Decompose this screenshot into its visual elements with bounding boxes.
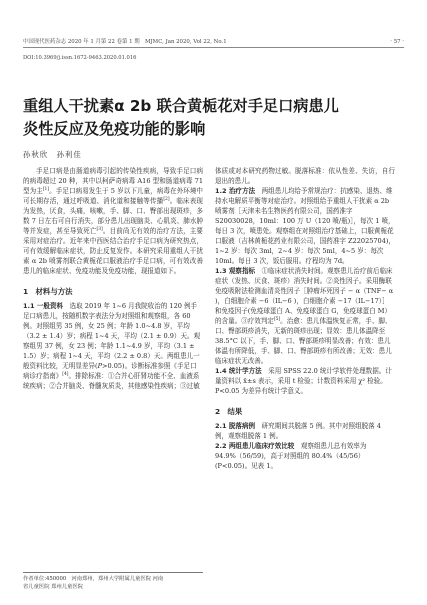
subsection-heading: 1.4 统计学方法 bbox=[215, 367, 262, 375]
right-column: 体质或对本研究药物过敏。脱落标准：依从性差、失访，自行退出的患儿。 1.2 治疗方法 两组患儿均给予常规治疗：抗感染、退热、维持水电解质平衡等对症治疗。对照组给予重组人干扰素 α 2b 喷雾剂［天津未名生物医药有限公司，国药准字 S20030028，10ml：100 万 U（120 喷/瓶)］，每次 1 喷，每日 3 次，喷患处。观察组在对照组治疗基础上，口服黄栀花口服液（吉林黄栀花药业有限公司，国药准字 Z22025704)，1~2 岁：每次 3ml，2~4 岁：每次 5ml，4~5 岁：每次 10ml。每日 3 次，饭后服用。疗程均为 7d。 1.3 观察指标 ①临床症状消失时间。观察患儿治疗前后临床症状（发热、厌食、斑疹）消失时间。②炎性因子。采用酶联免疫吸附法检测血清炎性因子［肿瘤坏死因子 − α（TNF− α )，白细胞介素 −6（IL−6 )，白细胞介素 −17（IL−17）］和免疫因子(免疫球蛋白 A、免疫球蛋白 G，免疫球蛋白 M）的含量。③疗效判定[5]。治愈：患儿体温恢复正常，手、脚、口、臀部斑疹消失，无新的斑疹出现；显效：患儿体温降至 38.5°C 以下，手、脚、口、臀部斑疹明显改善；有效：患儿体温有所降低，手、脚、口、臀部斑疹有所改善；无效：患儿临床症状无改善。 1.4 统计学方法 采用 SPSS 22.0 统计学软件处理数据。计量资料以 x̄±s 表示，采用 t 检验；计数资料采用 χ² 检验。P<0.05 为差异有统计学意义。 2 结果 2.1 脱落病例 研究期间共脱落 5 例。其中对照组脱落 4 例，观察组脱落 1 例。 2.2 两组患儿临床疗效比较 观察组患儿总有效率为 94.9%（56/59)，高于对照组的 80.4%（45/56）(P<0.05)。见表 1。 bbox=[215, 167, 395, 470]
subsection-heading: 1.2 治疗方法 bbox=[215, 187, 256, 195]
doi: DOI:10.3969/j.issn.1672-9463.2020.01.016 bbox=[23, 55, 137, 61]
citation: [1] bbox=[42, 186, 50, 192]
running-header bbox=[23, 37, 404, 48]
authors: 孙秋欣 孙利佳 bbox=[23, 150, 82, 159]
article-title bbox=[23, 95, 404, 141]
left-column: 手足口病是由肠道病毒引起的传染性疾病，导致手足口病的病毒超过 20 种，其中以柯萨奇病毒 A16 型和肠道病毒 71 型为主[1]。手足口病易发生于 5 岁以下儿童，病毒在外环境中可长期存活，通过呼吸道、消化道和接触等传播[2]。临床表现为发热，厌食，头痛，咳嗽，手、脚、口、臀部出现斑疹，多数 7 日左右可自行消失，部分患儿出现脑炎、心肌炎、肺水肿等并发症，甚至导致死亡[3]。目前尚无有效的治疗方法，主要采用对症治疗。近年来中西医结合治疗手足口病为研究热点，可有效缓解临床症状，防止反复发作。本研究采用重组人干扰素 α 2b 喷雾剂联合黄栀花口服液治疗手足口病，可有效改善患儿的临床症状、免疫功能及免疫功能，现报道如下。 1 材料与方法 1.1 一般资料 选取 2019 年 1~6 月我院收治的 120 例手足口病患儿，按随机数字表法分为对照组和观察组，各 60 例。对照组男 35 例，女 25 例；年龄 1.0~4.8 岁，平均（3.2 ± 1.4）岁；病程 1~4 天，平均（2.1 ± 0.9）天。观察组男 37 例，女 23 例；年龄 1.1~4.9 岁，平均（3.1 ± 1.5）岁；病程 1~4 天，平均（2.2 ± 0.8）天。两组患儿一般资料比较，无明显差异(P>0.05)。诊断标准参照《手足口病诊疗指南》[4]。排除标准：①合并心肝肾功能不全、血液系统疾病；②合并脑炎、脊髓灰质炎，其他感染性疾病；③过敏 bbox=[23, 167, 203, 390]
page-number: · 57 · bbox=[390, 39, 404, 45]
continued-paragraph: 体质或对本研究药物过敏。脱落标准：依从性差、失访，自行退出的患儿。 bbox=[215, 167, 395, 185]
title-line-2: 炎性反应及免疫功能的影响 bbox=[23, 120, 206, 138]
subsection-heading: 1.3 观察指标 bbox=[215, 267, 256, 275]
section-heading: 2 结果 bbox=[215, 407, 243, 416]
subsection-heading: 2.2 两组患儿临床疗效比较 bbox=[215, 442, 295, 450]
citation: [3] bbox=[96, 226, 103, 232]
footnote-line: 作者单位:450000 河南郑州，郑州大学附属儿童医院 河南 bbox=[23, 576, 164, 582]
citation: [5] bbox=[273, 316, 281, 322]
journal-citation: 中国现代医药杂志 2020 年 1 月第 22 卷第 1 期 MJMC, Jan 2020, Vol 22, No.1 bbox=[23, 39, 227, 45]
title-line-1: 重组人干扰素α 2b 联合黄栀花对手足口病患儿 bbox=[23, 97, 339, 115]
intro-paragraph: 手足口病是由肠道病毒引起的传染性疾病，导致手足口病的病毒超过 20 种，其中以柯萨奇病毒 A16 型和肠道病毒 71 型为主[1]。手足口病易发生于 5 岁以下儿童，病毒在外环境中可长期存活，通过呼吸道、消化道和接触等传播[2]。临床表现为发热，厌食，头痛，咳嗽，手、脚、口、臀部出现斑疹，多数 7 日左右可自行消失，部分患儿出现脑炎、心肌炎、肺水肿等并发症，甚至导致死亡[3]。目前尚无有效的治疗方法，主要采用对症治疗。近年来中西医结合治疗手足口病为研究热点，可有效缓解临床症状，防止反复发作。本研究采用重组人干扰素 α 2b 喷雾剂联合黄栀花口服液治疗手足口病，可有效改善患儿的临床症状、免疫功能及免疫功能，现报道如下。 bbox=[23, 167, 203, 275]
section-heading: 1 材料与方法 bbox=[23, 287, 73, 296]
footnote-line: 省儿童医院 郑州儿童医院 bbox=[23, 584, 83, 591]
subsection-heading: 1.1 一般资料 bbox=[23, 302, 64, 310]
citation: [2] bbox=[163, 196, 170, 202]
citation: [4] bbox=[62, 371, 69, 377]
subsection-heading: 2.1 脱落病例 bbox=[215, 422, 256, 430]
author-affiliation-footnote bbox=[23, 572, 203, 592]
